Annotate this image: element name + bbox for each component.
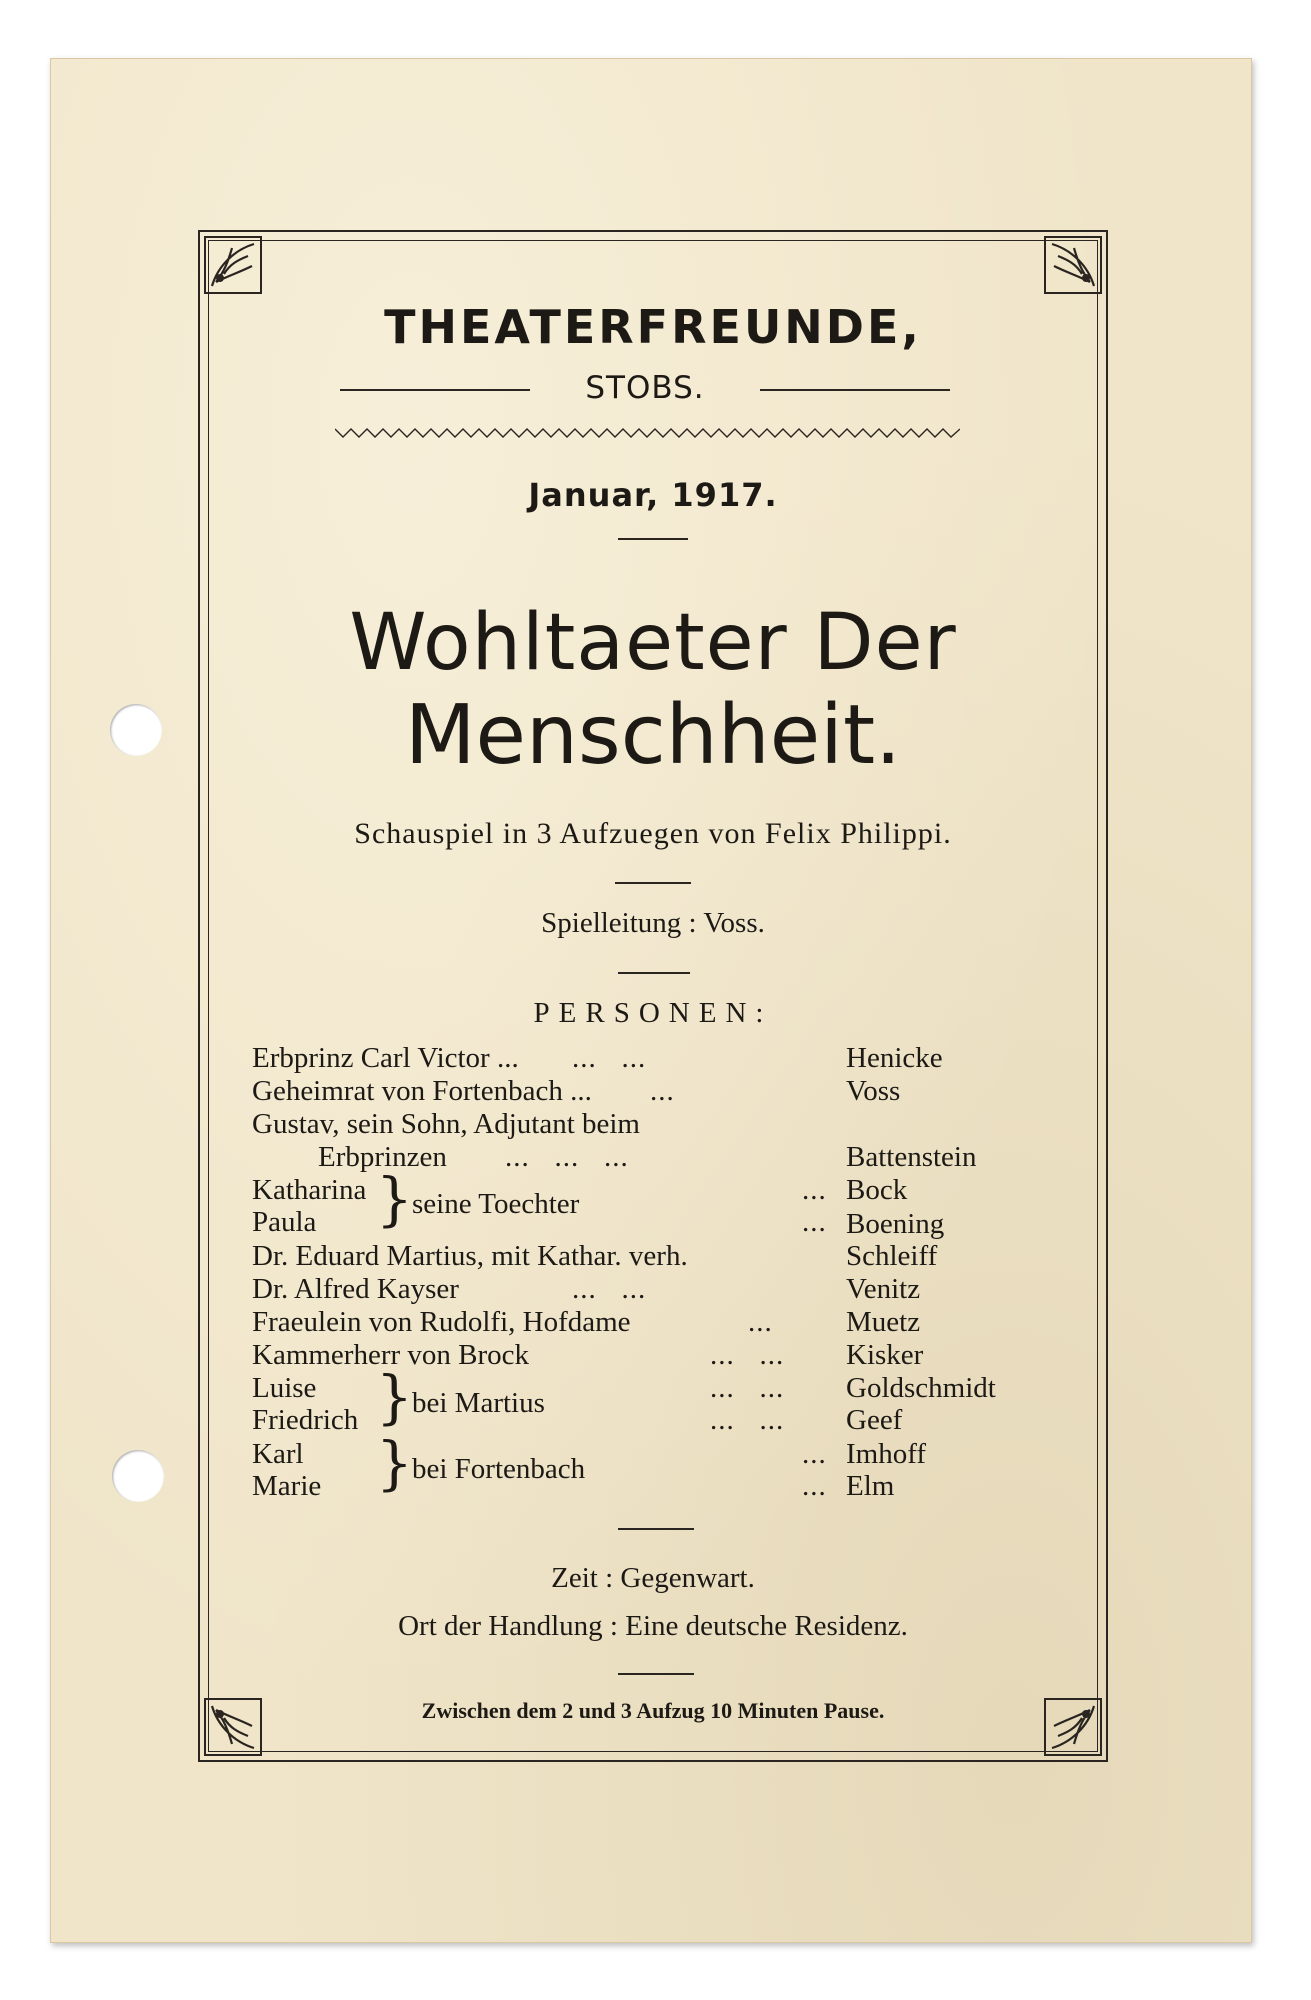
programme-sheet <box>50 58 1252 1943</box>
actor-name: Bock <box>846 1174 908 1206</box>
leader-dots: ... ... <box>572 1042 647 1074</box>
role-name: Erbprinzen <box>318 1141 447 1173</box>
place-row <box>340 370 950 406</box>
actor-name: Voss <box>846 1075 901 1107</box>
role-name: Marie <box>252 1470 322 1502</box>
frame-inner-border <box>208 240 1098 1752</box>
divider-rule <box>618 538 688 540</box>
leader-dots: ... <box>802 1470 827 1502</box>
role-name: Kammerherr von Brock <box>252 1339 530 1371</box>
actor-name: Schleiff <box>846 1240 938 1272</box>
leader-dots: ... <box>802 1206 827 1238</box>
grouping-brace: } <box>376 1429 413 1497</box>
actor-name: Imhoff <box>846 1438 927 1470</box>
corner-ornament-icon <box>204 236 262 294</box>
place-rule-right <box>760 389 950 391</box>
leader-dots: ... ... <box>572 1273 647 1305</box>
leader-dots: ... ... <box>710 1404 785 1436</box>
leader-dots: ... ... <box>710 1372 785 1404</box>
performance-date: Januar, 1917. <box>528 476 778 514</box>
role-name: Dr. Alfred Kayser <box>252 1273 459 1305</box>
group-label: bei Martius <box>412 1387 545 1419</box>
grouping-brace: } <box>376 1165 413 1233</box>
role-name: Luise <box>252 1372 317 1404</box>
actor-name: Henicke <box>846 1042 943 1074</box>
role-name: Paula <box>252 1206 317 1238</box>
persons-heading: PERSONEN: <box>533 997 773 1029</box>
role-name: Karl <box>252 1438 304 1470</box>
role-name: Friedrich <box>252 1404 359 1436</box>
divider-rule <box>615 882 691 884</box>
role-name: Katharina <box>252 1174 367 1206</box>
leader-dots: ... <box>748 1306 773 1338</box>
punch-hole <box>112 1450 164 1502</box>
corner-ornament-icon <box>1044 236 1102 294</box>
actor-name: Battenstein <box>846 1141 977 1173</box>
leader-dots: ... <box>802 1438 827 1470</box>
intermission-note: Zwischen dem 2 und 3 Aufzug 10 Minuten Pause. <box>421 1698 885 1723</box>
actor-name: Muetz <box>846 1306 921 1338</box>
ornamental-frame <box>198 230 1108 1762</box>
play-title-line1: Wohltaeter Der <box>349 598 957 688</box>
role-name: Geheimrat von Fortenbach ... <box>252 1075 592 1107</box>
grouping-brace: } <box>376 1363 413 1431</box>
play-title-line2: Menschheit. <box>404 688 902 783</box>
actor-name: Boening <box>846 1208 945 1240</box>
role-name: Erbprinz Carl Victor ... <box>252 1042 519 1074</box>
actor-name: Geef <box>846 1404 903 1436</box>
zigzag-divider <box>335 426 960 440</box>
divider-rule <box>618 972 690 974</box>
actor-name: Elm <box>846 1470 895 1502</box>
place-name: STOBS. <box>585 370 705 406</box>
society-name: THEATERFREUNDE, <box>384 300 922 354</box>
actor-name: Venitz <box>846 1273 921 1305</box>
divider-rule <box>618 1673 694 1675</box>
actor-name: Kisker <box>846 1339 924 1371</box>
stage-direction: Spielleitung : Voss. <box>541 907 765 939</box>
place-note: Ort der Handlung : Eine deutsche Residenz. <box>398 1610 908 1642</box>
role-name: Gustav, sein Sohn, Adjutant beim <box>252 1108 640 1140</box>
role-name: Dr. Eduard Martius, mit Kathar. verh. <box>252 1240 688 1272</box>
role-name: Fraeulein von Rudolfi, Hofdame <box>252 1306 631 1338</box>
divider-rule <box>618 1528 694 1530</box>
play-subtitle: Schauspiel in 3 Aufzuegen von Felix Philippi. <box>354 817 952 850</box>
leader-dots: ... <box>802 1174 827 1206</box>
group-label: seine Toechter <box>412 1188 580 1220</box>
actor-name: Goldschmidt <box>846 1372 996 1404</box>
time-note: Zeit : Gegenwart. <box>551 1562 755 1594</box>
group-label: bei Fortenbach <box>412 1453 586 1485</box>
leader-dots: ... ... ... <box>505 1141 629 1173</box>
leader-dots: ... ... <box>710 1339 785 1371</box>
leader-dots: ... <box>650 1075 675 1107</box>
punch-hole <box>110 704 162 756</box>
